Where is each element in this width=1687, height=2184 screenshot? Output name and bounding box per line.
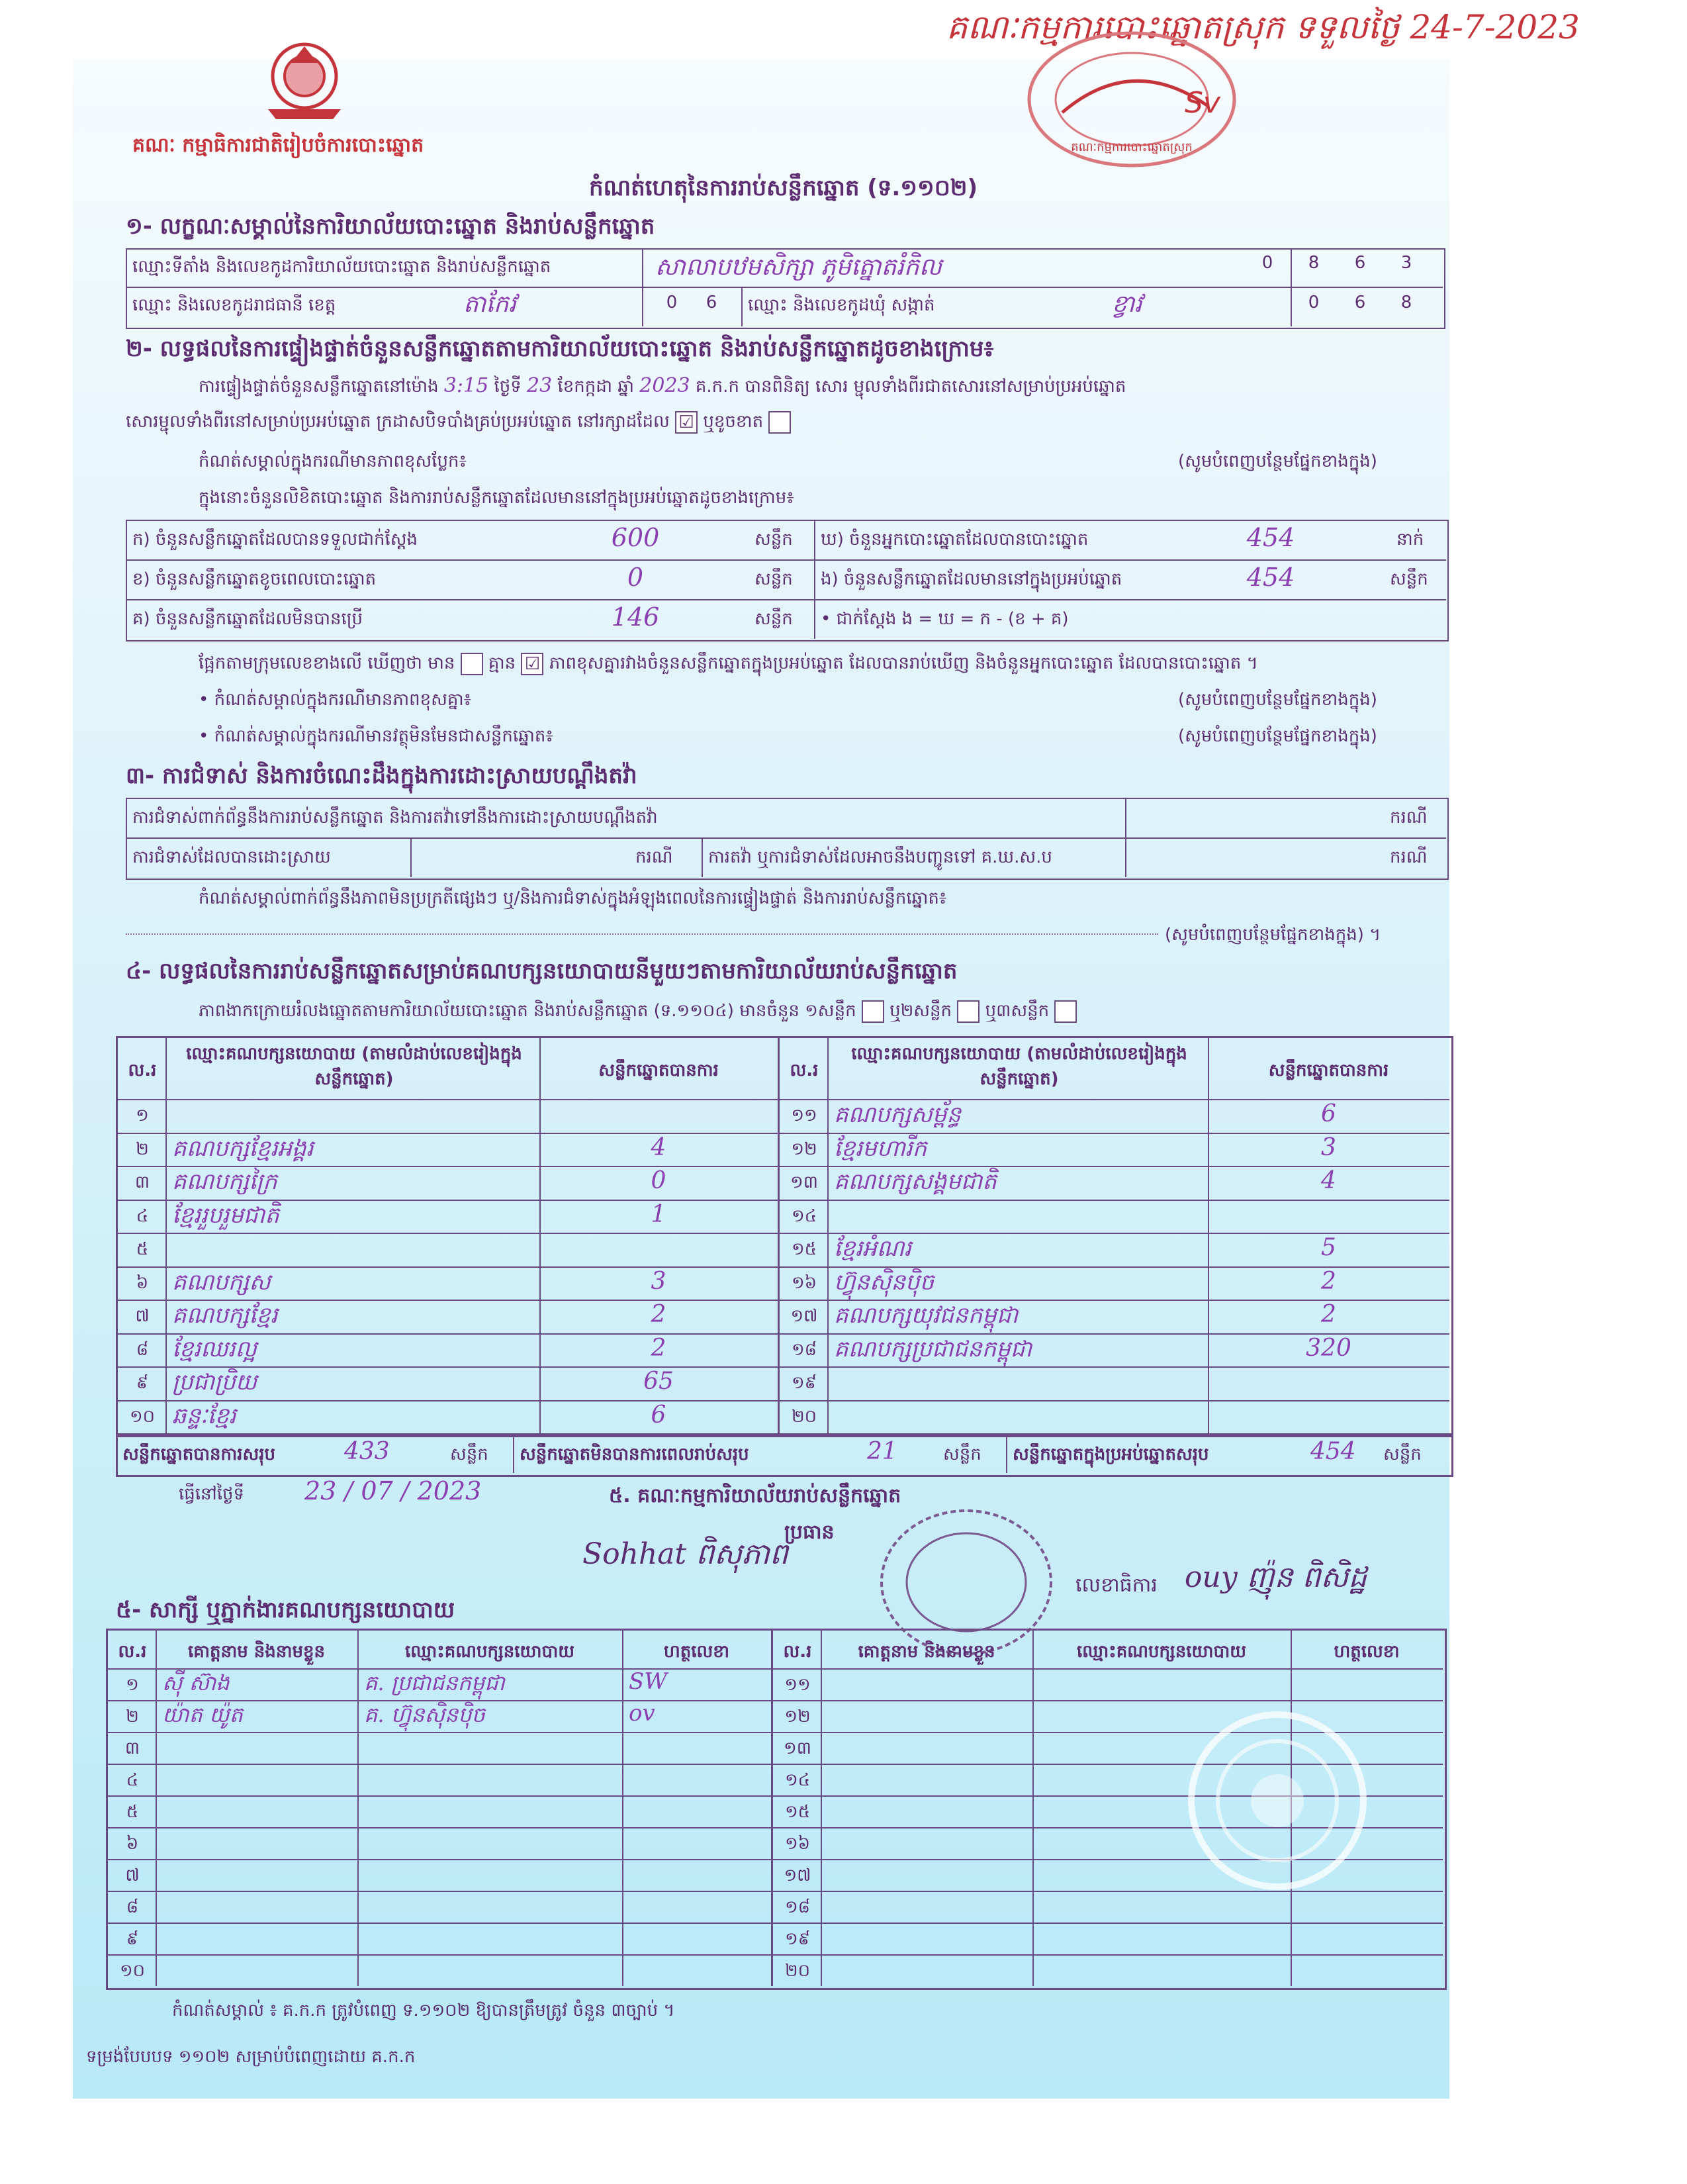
results-row-no: ១៣ (790, 1172, 818, 1192)
results-row-no: ១៤ (791, 1206, 817, 1226)
results-row-votes: 2 (651, 1301, 666, 1328)
results-col-votes-left: សន្លឹកឆ្នោតបានការ (598, 1061, 719, 1080)
witness-col-name-left: គោត្តនាម និងនាមខ្លួន (187, 1642, 326, 1662)
seal-intact-text: សោរម្ជុលទាំងពីរនៅសម្រាប់ប្រអប់ឆ្នោត ក្រដាសបិទបាំងគ្រប់ប្រអប់ឆ្នោត នៅរក្សាដដែល (126, 412, 670, 432)
total-valid-unit: សន្លឹក (450, 1445, 488, 1464)
total-invalid-value: 21 (867, 1438, 897, 1465)
commune-code-1: 0 (1308, 293, 1320, 312)
district-seal-text: គណៈកម្មការបោះឆ្នោតស្រុក (1071, 140, 1193, 154)
witness-row-name: ស៊ី ស៊ាង (162, 1670, 230, 1695)
witness-row-party: គ. ហ៊្វុនស៊ិនប៉ិច (364, 1702, 485, 1727)
results-row-party: ខ្មែរឈរល្អ (172, 1335, 257, 1362)
results-col-no-left: ល.រ (128, 1061, 157, 1080)
unused-unit: សន្លឹក (754, 609, 793, 629)
witness-row-line (106, 1923, 1443, 1924)
resolved-objection-label: ការជំទាស់ដែលបានដោះស្រាយ (132, 847, 331, 867)
secretary-label: លេខាធិការ (1075, 1574, 1158, 1597)
total-valid-label: សន្លឹកឆ្នោតបានការសរុប (122, 1445, 276, 1464)
results-row-no: ៥ (136, 1239, 149, 1259)
witness-row-no: ១ (126, 1675, 139, 1695)
witness-row-no: ៤ (126, 1770, 139, 1790)
results-row-party: គណបក្សយុវជនកម្ពុជា (834, 1302, 1019, 1329)
results-row-no: ១៩ (791, 1373, 817, 1393)
results-row-votes: 320 (1306, 1334, 1351, 1362)
objection-row1-unit: ករណី (1390, 808, 1428, 828)
results-row-party: ហ៊្វុនស៊ិនប៉ិច (834, 1268, 935, 1296)
forwarded-objection-label: ការតវ៉ា ឬការជំទាស់ដែលអាចនឹងបញ្ជូនទៅ គ.ឃ.ស.ប (708, 847, 1052, 867)
month-year-label: ខែកក្កដា ឆ្នាំ (557, 377, 635, 397)
difference-fill-note: (សូមបំពេញបន្ថែមផ្នែកខាងក្នុង) (1178, 451, 1377, 471)
commune-code-2: 6 (1354, 293, 1366, 312)
results-row-party: គណបក្សខ្មែរ (172, 1302, 278, 1329)
results-row-votes: 2 (651, 1334, 666, 1362)
witness-row-no: ៧ (125, 1866, 140, 1885)
results-row-no: ១៥ (791, 1239, 817, 1259)
footnote: កំណត់សម្គាល់ ៖ គ.ក.ក ត្រូវបំពេញ ទ.១១០២ ឱ្យបានត្រឹមត្រូវ ចំនួន ៣ច្បាប់ ។ (172, 2001, 675, 2020)
witness-row-no: ១៥ (784, 1802, 811, 1822)
results-row-party: ប្រជាប្រិយ (172, 1369, 257, 1396)
unused-label: គ) ចំនួនសន្លឹកឆ្នោតដែលមិនបានប្រើ (132, 609, 363, 629)
results-row-party: ខ្មែររួបរួមជាតិ (172, 1202, 279, 1229)
results-row-no: ១ (136, 1106, 149, 1125)
results-row-votes: 5 (1321, 1234, 1336, 1261)
tally-two-checkbox[interactable] (957, 1000, 980, 1023)
difference-note-label: កំណត់សម្គាល់ក្នុងករណីមានភាពខុសប្លែក៖ (199, 451, 467, 471)
results-row-party: គណបក្សស (172, 1268, 271, 1296)
witness-row-no: ១០ (119, 1961, 146, 1981)
section1-heading: ១- លក្ខណៈសម្គាល់នៃការិយាល័យបោះឆ្នោត និងរាប់សន្លឹកឆ្នោត (126, 213, 655, 240)
date-value: 23 / 07 / 2023 (304, 1476, 482, 1505)
received-label: ក) ចំនួនសន្លឹកឆ្នោតដែលបានទទួលជាក់ស្តែង (132, 530, 418, 549)
results-row-party: គណបក្សសម្ព័ន្ធ (834, 1102, 961, 1128)
nec-emblem-icon (255, 36, 354, 122)
location-code-1: 0 (1261, 253, 1273, 273)
results-row-votes: 2 (1321, 1301, 1336, 1328)
results-row-no: ៦ (136, 1272, 149, 1293)
commune-value: ខ្វាវ (1112, 291, 1142, 318)
province-code-1: 0 (666, 293, 678, 312)
president-signature: Sohhat ពិសុភាព (582, 1537, 788, 1571)
seal-condition-line (126, 410, 791, 436)
witness-row-no: ១៨ (784, 1897, 811, 1917)
section3-heading: ៣- ការជំទាស់ និងការចំណេះដឹងក្នុងការដោះស្រាយបណ្តឹងតវ៉ា (126, 763, 637, 789)
witness-col-sign-right: ហត្ថលេខា (1334, 1642, 1400, 1662)
top-receipt-handwriting: គណៈកម្មការបោះឆ្នោតស្រុក ទទួលថ្ងៃ 24-7-2023 (946, 8, 1580, 46)
witness-row-line (106, 1954, 1443, 1956)
results-row-no: ១៧ (790, 1306, 818, 1326)
witness-row-no: ៥ (126, 1802, 139, 1822)
witness-row-no: ១១ (784, 1675, 811, 1695)
results-row-no: ២ (136, 1139, 149, 1159)
witness-row-signature: ov (629, 1700, 655, 1727)
non-ballot-bullet: • កំណត់សម្គាល់ក្នុងករណីមានវត្ថុមិនមែនជាសន្លឹកឆ្នោត៖ (199, 726, 553, 746)
received-unit: សន្លឹក (754, 530, 793, 549)
results-row-party: គណបក្សខ្មែរអង្គរ (172, 1135, 314, 1162)
results-row-no: ២០ (791, 1406, 817, 1427)
results-row-votes: 4 (651, 1133, 666, 1161)
date-label: ធ្វើនៅថ្ងៃទី (179, 1484, 245, 1504)
objection-row1-label: ការជំទាស់ពាក់ព័ន្ធនឹងការរាប់សន្លឹកឆ្នោត និងការតវ៉ាទៅនឹងការដោះស្រាយបណ្តឹងតវ៉ា (132, 808, 658, 828)
witness-col-name-right: គោត្តនាម និងនាមខ្លួន (858, 1642, 995, 1662)
witness-row-no: ២ (126, 1707, 139, 1727)
tally-one-checkbox[interactable] (862, 1000, 884, 1023)
year-value: 2023 (639, 374, 690, 397)
results-row-votes: 0 (651, 1167, 666, 1194)
results-row-votes: 65 (643, 1368, 674, 1395)
president-label: ប្រធាន (784, 1521, 835, 1544)
tally-one-label: ភាពងាកក្រោយរំលងឆ្នោតតាមការិយាល័យបោះឆ្នោត និងរាប់សន្លឹកឆ្នោត (ទ.១១០៤) មានចំនួន ១សន្លឹក (199, 1001, 856, 1021)
day-label: ថ្ងៃទី (494, 377, 522, 397)
day-value: 23 (527, 374, 553, 397)
tally-two-label: ឬ២សន្លឹក (889, 1001, 952, 1021)
total-box-unit: សន្លឹក (1383, 1445, 1422, 1464)
faded-stamp-icon (1178, 1701, 1377, 1900)
witness-row-no: ១៧ (784, 1866, 811, 1885)
tally-sheet-line (199, 1000, 1077, 1025)
witness-row-no: ៦ (126, 1834, 139, 1854)
results-row-votes: 2 (1321, 1267, 1336, 1295)
intact-checkbox[interactable]: ☑ (675, 411, 698, 434)
received-value: 600 (611, 523, 660, 552)
difference-line (199, 652, 1456, 677)
results-row-party: ខ្មែរមហារីក (834, 1135, 927, 1162)
difference-bullet: • កំណត់សម្គាល់ក្នុងករណីមានភាពខុសគ្នា៖ (199, 690, 472, 710)
in-box-value: 454 (1246, 563, 1295, 592)
voters-value: 454 (1246, 523, 1295, 552)
total-box-value: 454 (1310, 1438, 1356, 1465)
witness-row-no: ២០ (784, 1961, 811, 1981)
location-code-3: 6 (1354, 253, 1366, 273)
results-row-votes: 1 (651, 1200, 666, 1228)
results-row-no: ៧ (135, 1306, 150, 1326)
results-row-no: ១០ (129, 1406, 156, 1427)
results-row-no: ៣ (134, 1172, 150, 1192)
witness-col-sign-left: ហត្ថលេខា (663, 1642, 730, 1662)
total-invalid-unit: សន្លឹក (943, 1445, 981, 1464)
broken-label: ឬខូចខាត (703, 412, 764, 432)
province-label: ឈ្មោះ និងលេខកូដរាជធានី ខេត្ត (132, 295, 336, 315)
results-row-no: ៩ (136, 1373, 149, 1393)
secretary-signature: ouy ញ៉ុន ពិសិដ្ឋ (1185, 1560, 1367, 1594)
difference-no-checkbox[interactable]: ☑ (521, 653, 543, 675)
total-invalid-label: សន្លឹកឆ្នោតមិនបានការពេលរាប់សរុប (520, 1445, 749, 1464)
difference-bullet-fill: (សូមបំពេញបន្ថែមផ្នែកខាងក្នុង) (1178, 690, 1377, 710)
committee-label: ៥. គណៈកម្មការិយាល័យរាប់សន្លឹកឆ្នោត (609, 1484, 901, 1507)
time-label: ការផ្ទៀងផ្ទាត់ចំនួនសន្លឹកឆ្នោតនៅម៉ោង (199, 377, 439, 397)
results-row-votes: 6 (651, 1401, 666, 1429)
commune-code-3: 8 (1400, 293, 1412, 312)
total-valid-value: 433 (344, 1438, 390, 1465)
results-row-party: គណបក្សសង្គមជាតិ (834, 1168, 997, 1195)
witness-row-name: យ៉ាត យ៉ូត (162, 1702, 243, 1727)
section4-heading: ៤- លទ្ធផលនៃការរាប់សន្លឹកឆ្នោតសម្រាប់គណបក្សនយោបាយនីមួយៗតាមការិយាល័យរាប់សន្លឹកឆ្នោត (126, 958, 958, 984)
tally-three-checkbox[interactable] (1054, 1000, 1077, 1023)
results-col-no-right: ល.រ (790, 1061, 819, 1080)
results-row-party: គណបក្សក្រៃ (172, 1168, 277, 1195)
witness-row-no: ៣ (124, 1738, 140, 1758)
province-code-2: 6 (706, 293, 717, 312)
witness-row-party: គ. ប្រជាជនកម្ពុជា (364, 1670, 505, 1695)
total-box-label: សន្លឹកឆ្នោតក្នុងប្រអប់ឆ្នោតសរុប (1013, 1445, 1209, 1464)
witness-col-no-left: ល.រ (118, 1642, 147, 1662)
witness-col-no-right: ល.រ (783, 1642, 812, 1662)
results-row-votes: 3 (651, 1267, 666, 1295)
witness-col-party-left: ឈ្មោះគណបក្សនយោបាយ (405, 1642, 574, 1662)
results-row-no: ១២ (791, 1139, 817, 1159)
in-box-unit: សន្លឹក (1390, 569, 1428, 589)
tally-three-label: ឬ៣សន្លឹក (985, 1001, 1050, 1021)
witness-row-no: ១៤ (784, 1770, 811, 1790)
results-row-no: ៤ (136, 1206, 149, 1226)
voters-unit: នាក់ (1396, 530, 1424, 549)
nec-name: គណៈ កម្មាធិការជាតិរៀបចំការបោះឆ្នោត (132, 134, 424, 157)
commune-label: ឈ្មោះ និងលេខកូដឃុំ សង្កាត់ (748, 295, 935, 315)
difference-yes-label: ផ្អែកតាមក្រុមលេខខាងលើ ឃើញថា មាន (199, 653, 455, 673)
in-box-label: ង) ចំនួនសន្លឹកឆ្នោតដែលមាននៅក្នុងប្រអប់ឆ្នោត (821, 569, 1122, 589)
difference-no-label: គ្មាន (488, 653, 516, 673)
witness-row-no: ១២ (784, 1707, 811, 1727)
witness-row-no: ១៣ (784, 1738, 811, 1758)
irregularity-note: កំណត់សម្គាល់ពាក់ព័ន្ធនឹងភាពមិនប្រក្រតីផ្សេងៗ ឬ/និងការជំទាស់ក្នុងអំឡុងពេលនៃការផ្ទៀងផ្ទាត់ និងការរាប់សន្លឹកឆ្នោត៖ (199, 888, 947, 908)
broken-checkbox[interactable] (768, 411, 791, 434)
totals-row (116, 1433, 1453, 1477)
irregularity-fill-note: (សូមបំពេញបន្ថែមផ្នែកខាងក្នុង) ។ (1165, 925, 1381, 945)
form-title: កំណត់ហេតុនៃការរាប់សន្លឹកឆ្នោត (ទ.១១០២) (589, 175, 978, 201)
resolved-objection-unit: ករណី (635, 847, 673, 867)
witness-row-no: ១៦ (784, 1834, 811, 1854)
non-ballot-bullet-fill: (សូមបំពេញបន្ថែមផ្នែកខាងក្នុង) (1178, 726, 1377, 746)
spoiled-label: ខ) ចំនួនសន្លឹកឆ្នោតខូចពេលបោះឆ្នោត (132, 569, 377, 589)
spoiled-value: 0 (627, 563, 644, 592)
difference-text: ភាពខុសគ្នារវាងចំនួនសន្លឹកឆ្នោតក្នុងប្រអប់ឆ្នោត ដែលបានរាប់ឃើញ និងចំនួនអ្នកបោះឆ្នោត ដែលបានបោះឆ្នោត ។ (549, 653, 1258, 673)
difference-yes-checkbox[interactable] (461, 653, 483, 675)
results-col-votes-right: សន្លឹកឆ្នោតបានការ (1268, 1061, 1389, 1080)
results-row-votes: 6 (1321, 1100, 1336, 1127)
witness-row-signature: SW (629, 1668, 668, 1695)
results-row-no: ៨ (136, 1339, 149, 1360)
province-value: តាកែវ (463, 291, 516, 318)
results-col-party-left: ឈ្មោះគណបក្សនយោបាយ (តាមលំដាប់លេខរៀងក្នុងសន្លឹកឆ្នោត) (186, 1044, 522, 1089)
location-value: សាលាបឋមសិក្សា ភូមិត្នោតរំកិល (655, 254, 942, 281)
ballot-count-intro: ក្នុងនោះចំនួនលិខិតបោះឆ្នោត និងការរាប់សន្លឹកឆ្នោតដែលមាននៅក្នុងប្រអប់ឆ្នោតដូចខាងក្រោម៖ (199, 488, 794, 508)
location-label: ឈ្មោះទីតាំង និងលេខកូដការិយាល័យបោះឆ្នោត និងរាប់សន្លឹកឆ្នោត (132, 257, 551, 277)
results-row-votes: 4 (1321, 1167, 1336, 1194)
forwarded-objection-unit: ករណី (1390, 847, 1428, 867)
unused-value: 146 (611, 602, 660, 632)
location-code-2: 8 (1308, 253, 1320, 273)
spoiled-unit: សន្លឹក (754, 569, 793, 589)
voters-label: ឃ) ចំនួនអ្នកបោះឆ្នោតដែលបានបោះឆ្នោត (821, 530, 1089, 549)
results-row-party: ខ្មែរអំណរ (834, 1235, 912, 1262)
results-row-party: ឆន្ទៈខ្មែរ (172, 1402, 236, 1429)
location-code-4: 3 (1400, 253, 1412, 273)
seal-check-text: គ.ក.ក បានពិនិត្យ សោរ ម្ជុលទាំងពីរជាតសោរនៅសម្រាប់ប្រអប់ឆ្នោត (695, 377, 1126, 397)
results-row-votes: 3 (1321, 1133, 1336, 1161)
results-row-no: ១១ (791, 1106, 817, 1125)
witness-row-no: ៨ (126, 1897, 139, 1917)
form-note: ទម្រង់បែបបទ ១១០២ សម្រាប់បំពេញដោយ គ.ក.ក (86, 2047, 416, 2067)
results-row-party: គណបក្សប្រជាជនកម្ពុជា (834, 1335, 1032, 1362)
verification-time-line (199, 374, 1126, 401)
section5-heading: ៥- សាក្សី ឬភ្នាក់ងារគណបក្សនយោបាយ (116, 1597, 455, 1623)
section2-heading: ២- លទ្ធផលនៃការផ្ទៀងផ្ទាត់ចំនួនសន្លឹកឆ្នោតតាមការិយាល័យបោះឆ្នោត និងរាប់សន្លឹកឆ្នោតដូចខាងក្រោម៖ (126, 336, 994, 362)
results-col-party-right: ឈ្មោះគណបក្សនយោបាយ (តាមលំដាប់លេខរៀងក្នុងសន្លឹកឆ្នោត) (851, 1044, 1187, 1089)
time-value: 3:15 (443, 374, 489, 397)
results-row-no: ១៦ (791, 1272, 817, 1293)
results-row-no: ១៨ (791, 1339, 817, 1360)
witness-col-party-right: ឈ្មោះគណបក្សនយោបាយ (1077, 1642, 1246, 1662)
witness-row-no: ៩ (126, 1929, 139, 1949)
formula-text: • ជាក់ស្តែង ង = ឃ = ក - (ខ + គ) (821, 609, 1069, 629)
top-initials: Sv (1185, 86, 1220, 120)
witness-row-no: ១៩ (784, 1929, 811, 1949)
